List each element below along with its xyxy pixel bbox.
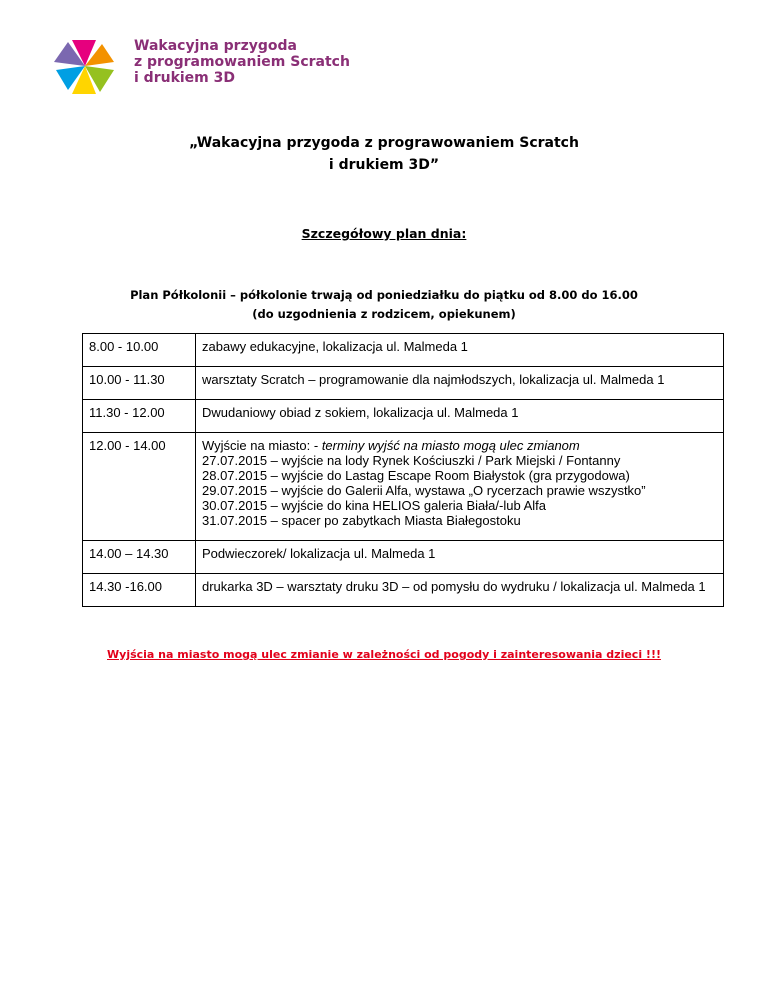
logo: [50, 36, 350, 96]
logo-line-3: i drukiem 3D: [134, 70, 235, 86]
logo-pinwheel-icon: [50, 36, 120, 96]
document-title: [0, 132, 768, 176]
table-row: [83, 541, 724, 574]
activity-cell: warsztaty Scratch – programowanie dla najmłodszych, lokalizacja ul. Malmeda 1: [196, 367, 724, 400]
plan-heading-line-2: (do uzgodnienia z rodzicem, opiekunem): [252, 307, 516, 321]
activity-label: Wyjście na miasto: -: [202, 438, 322, 453]
table-row: [83, 574, 724, 607]
trip-line: 30.07.2015 – wyjście do kina HELIOS galeria Biała/-lub Alfa: [202, 498, 546, 513]
table-row: [83, 400, 724, 433]
trip-line: 27.07.2015 – wyjście na lody Rynek Kościuszki / Park Miejski / Fontanny: [202, 453, 621, 468]
activity-cell: Podwieczorek/ lokalizacja ul. Malmeda 1: [196, 541, 724, 574]
activity-cell: [196, 433, 724, 541]
trip-line: 29.07.2015 – wyjście do Galerii Alfa, wystawa „O rycerzach prawie wszystko”: [202, 483, 646, 498]
table-row: [83, 367, 724, 400]
activity-cell: drukarka 3D – warsztaty druku 3D – od pomysłu do wydruku / lokalizacja ul. Malmeda 1: [196, 574, 724, 607]
time-cell: 14.30 -16.00: [83, 574, 196, 607]
time-cell: 10.00 - 11.30: [83, 367, 196, 400]
plan-heading: [0, 286, 768, 324]
title-line-1: „Wakacyjna przygoda z prograwowaniem Scratch: [189, 135, 579, 151]
section-heading: Szczegółowy plan dnia:: [301, 226, 467, 241]
time-cell: 8.00 - 10.00: [83, 334, 196, 367]
logo-text: [134, 38, 350, 86]
plan-heading-line-1: Plan Półkolonii – półkolonie trwają od poniedziałku do piątku od 8.00 do 16.00: [130, 288, 638, 302]
trip-line: 28.07.2015 – wyjście do Lastag Escape Room Białystok (gra przygodowa): [202, 468, 630, 483]
activity-heading: [202, 438, 717, 453]
time-cell: 11.30 - 12.00: [83, 400, 196, 433]
activity-cell: zabawy edukacyjne, lokalizacja ul. Malmeda 1: [196, 334, 724, 367]
time-cell: 14.00 – 14.30: [83, 541, 196, 574]
trip-line: 31.07.2015 – spacer po zabytkach Miasta Białegostoku: [202, 513, 521, 528]
activity-note: terminy wyjść na miasto mogą ulec zmianom: [321, 438, 580, 453]
title-line-2: i drukiem 3D”: [328, 157, 440, 173]
activity-cell: Dwudaniowy obiad z sokiem, lokalizacja ul. Malmeda 1: [196, 400, 724, 433]
table-row: [83, 433, 724, 541]
logo-line-2: z programowaniem Scratch: [134, 54, 350, 70]
schedule-table: [82, 333, 724, 607]
table-row: [83, 334, 724, 367]
footer-warning: Wyjścia na miasto mogą ulec zmianie w zależności od pogody i zainteresowania dzieci !!!: [107, 648, 661, 661]
logo-line-1: Wakacyjna przygoda: [134, 38, 297, 54]
time-cell: 12.00 - 14.00: [83, 433, 196, 541]
